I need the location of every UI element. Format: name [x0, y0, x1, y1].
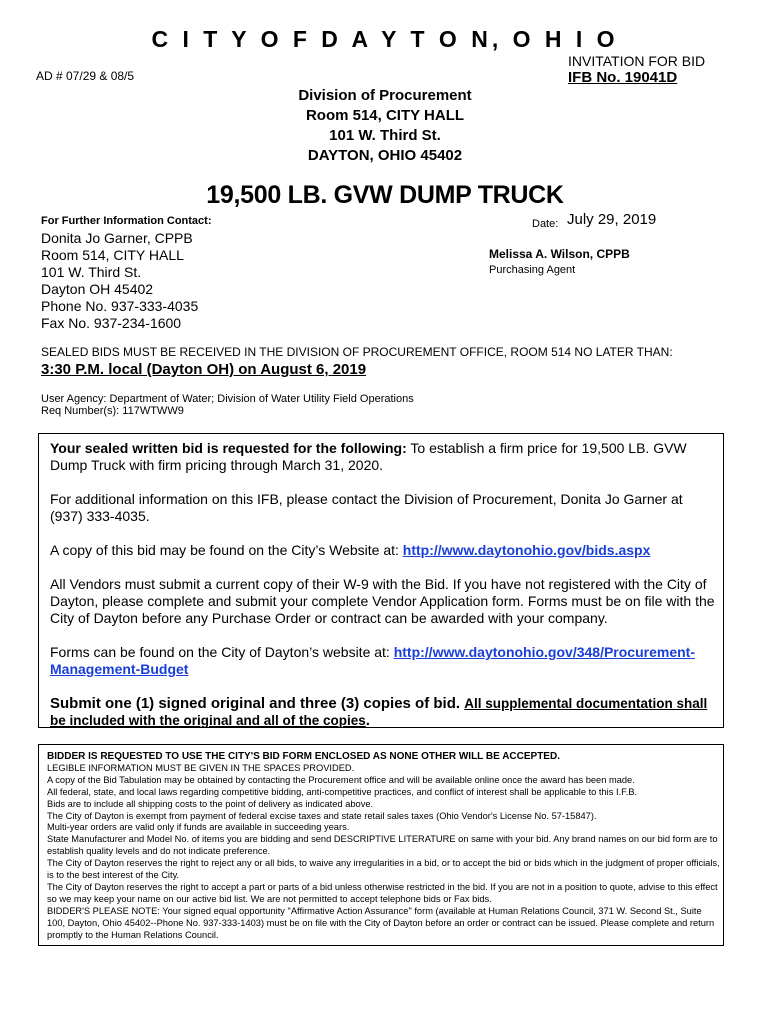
purchasing-agent-name: Melissa A. Wilson, CPPB — [489, 247, 630, 261]
city-title: C I T Y O F D A Y T O N, O H I O — [151, 26, 619, 52]
procurement-line: Room 514, CITY HALL — [305, 107, 465, 124]
contact-room: Room 514, CITY HALL — [41, 247, 184, 263]
contact-street: 101 W. Third St. — [41, 264, 142, 280]
bid-request-text: To establish a firm price for 19,500 LB. GVW Dump Truck with firm pricing through March 31, 2020. — [50, 440, 687, 473]
ad-number: AD # 07/29 & 08/5 — [36, 69, 135, 83]
invitation-label: INVITATION FOR BID — [568, 53, 706, 69]
contact-label: For Further Information Contact: — [41, 215, 212, 227]
forms-text: Forms can be found on the City of Dayton’s website at: — [50, 644, 394, 660]
terms-line: The City of Dayton reserves the right to accept a part or parts of a bid unless otherwise restricted in the bid. If you are not in a position to quote, advise to this effect so we may keep your name on our active bid list. We are not permitted to accept telephone bids or Fax bids. — [47, 881, 718, 904]
terms-line: LEGIBLE INFORMATION MUST BE GIVEN IN THE SPACES PROVIDED. — [47, 762, 355, 773]
terms-line: Multi-year orders are valid only if funds are available in succeeding years. — [47, 822, 350, 833]
submission-requirement — [50, 695, 718, 729]
supplemental-documentation: All supplemental documentation shall be included with the original and all of the copies — [50, 696, 708, 728]
terms-header: BIDDER IS REQUESTED TO USE THE CITY'S BID FORM ENCLOSED AS NONE OTHER WILL BE ACCEPTED. — [47, 751, 560, 762]
additional-info: For additional information on this IFB, please contact the Division of Procurement, Donita Jo Garner at (937) 333-4035. — [50, 491, 683, 524]
terms-line: Bids are to include all shipping costs to the point of delivery as indicated above. — [47, 798, 374, 809]
submit-period: . — [365, 712, 370, 729]
sealed-bids-notice: SEALED BIDS MUST BE RECEIVED IN THE DIVISION OF PROCUREMENT OFFICE, ROOM 514 NO LATER THAN: — [41, 345, 673, 359]
contact-block — [41, 230, 198, 332]
contact-name: Donita Jo Garner, CPPB — [41, 230, 193, 246]
user-agency: User Agency: Department of Water; Division of Water Utility Field Operations — [41, 393, 414, 405]
w9-requirement: All Vendors must submit a current copy of their W-9 with the Bid. If you have not registered with the City of Dayton, please complete and submit your complete Vendor Application form. Forms must be on file with the City of Dayton before any Purchase Order or contract can be awarded with your company. — [50, 576, 715, 626]
bid-deadline: 3:30 P.M. local (Dayton OH) on August 6, 2019 — [41, 361, 367, 378]
date-value: July 29, 2019 — [567, 211, 657, 228]
procurement-line: 101 W. Third St. — [329, 127, 441, 144]
terms-line: A copy of the Bid Tabulation may be obtained by contacting the Procurement office and will be available online once the award has been made. — [47, 774, 635, 785]
forms-paragraph — [50, 644, 718, 678]
ifb-number: IFB No. 19041D — [568, 69, 678, 86]
terms-line: State Manufacturer and Model No. of items you are bidding and send DESCRIPTIVE LITERATURE on same with your bid. Any brand names on our bid form are to establish quality levels and do not indicate preference. — [47, 834, 718, 857]
procurement-website-link[interactable]: http://www.daytonohio.gov/348/Procurement-Management-Budget — [50, 644, 695, 677]
terms-line: The City of Dayton reserves the right to reject any or all bids, to waive any irregularities in a bid, or to accept the bid or bids which in the judgment of proper officials, is to the best interest of the City. — [47, 858, 720, 881]
bid-request-lead: Your sealed written bid is requested for the following: — [50, 440, 407, 456]
procurement-line: Division of Procurement — [298, 87, 472, 104]
terms-line: The City of Dayton is exempt from payment of federal excise taxes and state retail sales taxes (Ohio Vendor's License No. 57-15847). — [47, 810, 597, 821]
date-label: Date: — [532, 218, 559, 230]
purchasing-agent-title: Purchasing Agent — [489, 264, 576, 276]
contact-city: Dayton OH 45402 — [41, 281, 154, 297]
procurement-address — [260, 86, 510, 166]
terms-line: All federal, state, and local laws regarding competitive bidding, anti-competitive practices, and conflict of interest shall be applicable to this I.F.B. — [47, 786, 638, 797]
website-paragraph — [50, 542, 718, 559]
bids-website-link[interactable]: http://www.daytonohio.gov/bids.aspx — [402, 542, 651, 558]
bid-title: 19,500 LB. GVW DUMP TRUCK — [206, 181, 564, 209]
terms-line: BIDDER'S PLEASE NOTE: Your signed equal opportunity "Affirmative Action Assurance" form (available at Human Relations Council, 371 W. Second St., Suite 100, Dayton, Ohio 45402--Phone No. 937-333-1403) must be on file with the City of Dayton before an order or contract can be issued. Please complete and return promptly to the Human Relations Council. — [47, 905, 715, 940]
terms-box — [38, 744, 724, 946]
contact-fax: Fax No. 937-234-1600 — [41, 315, 182, 331]
contact-phone: Phone No. 937-333-4035 — [41, 298, 199, 314]
website-text: A copy of this bid may be found on the City’s Website at: — [50, 542, 403, 558]
procurement-line: DAYTON, OHIO 45402 — [307, 147, 463, 164]
bid-request-box — [38, 433, 724, 728]
req-numbers: Req Number(s): 117WTWW9 — [41, 405, 184, 417]
agency-info — [41, 393, 414, 417]
bid-request-paragraph — [50, 440, 718, 474]
submit-copies: Submit one (1) signed original and three (3) copies of bid. — [50, 695, 461, 712]
